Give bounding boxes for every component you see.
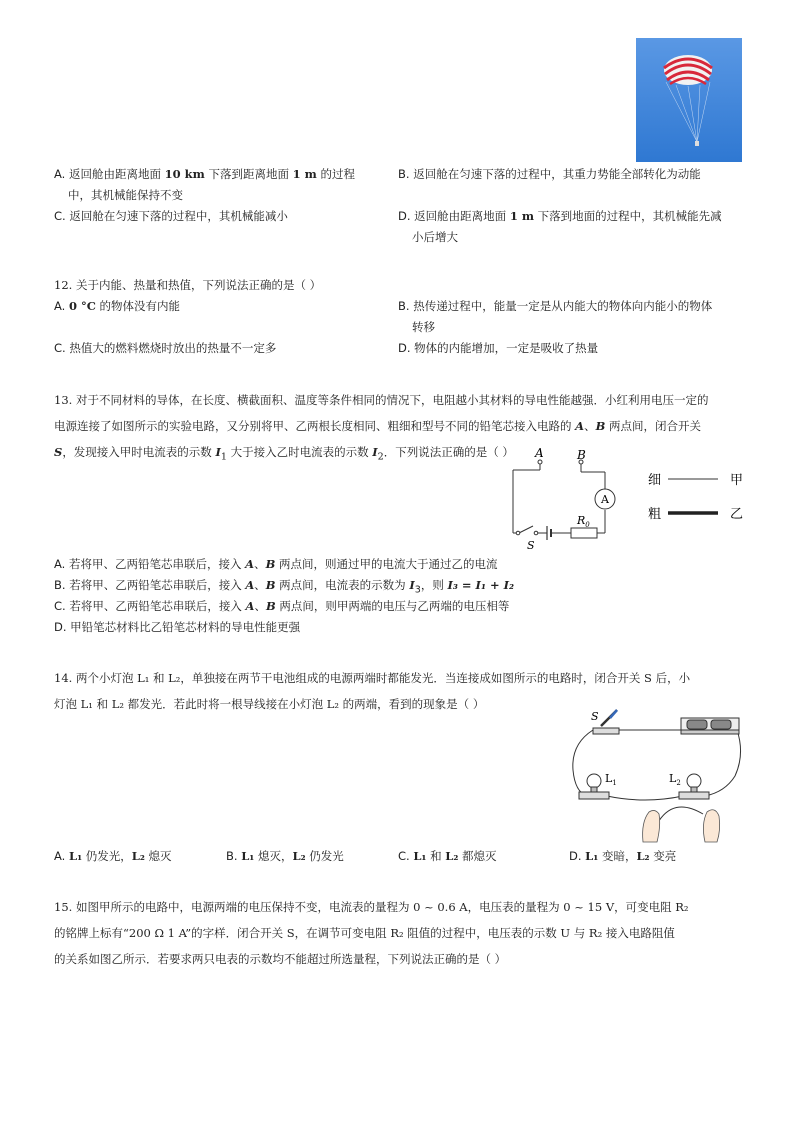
resistor-r0 — [571, 528, 597, 538]
wire-hands — [657, 807, 703, 824]
thin-label: 细 — [648, 473, 662, 488]
switch — [591, 710, 619, 734]
q11-option-c[interactable]: C. 返回舱在匀速下落的过程中，其机械能减小 — [54, 209, 288, 223]
hands — [643, 810, 720, 842]
q12-option-b[interactable]: B. 热传递过程中，能量一定是从内能大的物体向内能小的物体 转移 — [398, 299, 713, 334]
switch-lever — [519, 526, 533, 533]
switch-label: S — [591, 710, 599, 723]
q13-stem: 13. 对于不同材料的导体，在长度、横截面积、温度等条件相同的情况下，电阻越小其材料的导电性能越强．小红利用电压一定的 电源连接了如图所示的实验电路，又分别将甲、乙两根长度相同、粗细和型号不同的铅笔芯接入电路的 A、B 两点间，闭合开关 S，发现接入甲时电流表的示数 $I_1$ 大于接入乙时电流表的示数 $I_2$．下列说法正确的是（ ） — [54, 393, 709, 463]
q11-option-d[interactable]: D. 返回舱由距离地面 1 m 下落到地面的过程中，其机械能先减 小后增大 — [398, 209, 722, 244]
thick-label: 粗 — [648, 507, 662, 522]
battery-holder — [681, 718, 739, 734]
switch-label: S — [527, 539, 535, 552]
r0-label: $R_0$ — [577, 514, 590, 529]
bulb-l2-label: $L_2$ — [669, 772, 681, 787]
q15-stem: 15. 如图甲所示的电路中，电源两端的电压保持不变，电流表的量程为 0 ~ 0.6 A，电压表的量程为 0 ~ 15 V，可变电阻 R₂ 的铭牌上标有“200 Ω 1 A”的字样．闭合开关 S，在调节可变电阻 R₂ 阻值的过程中，电压表的示数 U 与 R₂ 接入电路阻值 的关系如图乙所示．若要求两只电表的示数均不能超过所选量程，下列说法正确的是（ ） — [54, 900, 689, 966]
ammeter-label: A — [601, 493, 609, 506]
bulb-l1 — [579, 772, 617, 799]
yi-label: 乙 — [730, 507, 744, 522]
q13-option-d[interactable]: D. 甲铅笔芯材料比乙铅笔芯材料的导电性能更强 — [54, 620, 301, 634]
q14-stem: 14. 两个小灯泡 L₁ 和 L₂，单独接在两节干电池组成的电源两端时都能发光．当连接成如图所示的电路时，闭合开关 S 后，小 灯泡 L₁ 和 L₂ 都发光．若此时将一根导线接在小灯泡 L₂ 的两端，看到的现象是（ ） — [54, 671, 691, 711]
q12-option-c[interactable]: C. 热值大的燃料燃烧时放出的热量不一定多 — [54, 341, 277, 355]
capsule — [695, 141, 699, 146]
q14-circuit-figure — [565, 704, 745, 844]
jia-label: 甲 — [730, 473, 744, 488]
wire-bottom — [607, 796, 683, 800]
parachute-photo — [636, 38, 742, 162]
point-a-label: A — [535, 448, 544, 460]
q14-option-b[interactable]: B. L₁ 熄灭，L₂ 仍发光 — [226, 849, 344, 863]
wire-right — [705, 730, 741, 796]
q14-option-d[interactable]: D. L₁ 变暗，L₂ 变亮 — [569, 849, 677, 863]
q14-option-c[interactable]: C. L₁ 和 L₂ 都熄灭 — [398, 849, 497, 863]
parachute-canopy — [664, 55, 712, 85]
q14-option-a[interactable]: A. L₁ 仍发光，L₂ 熄灭 — [54, 849, 172, 863]
bulb-l2 — [669, 772, 709, 799]
q12-option-d[interactable]: D. 物体的内能增加，一定是吸收了热量 — [398, 341, 599, 355]
q13-option-b[interactable]: B. 若将甲、乙两铅笔芯串联后，接入 A、B 两点间，电流表的示数为 $I_3$，则 I₃ = I₁ + I₂ — [54, 578, 515, 596]
point-b-label: B — [577, 448, 586, 462]
q11-option-a[interactable]: A. 返回舱由距离地面 10 km 下落到距离地面 1 m 的过程 中，其机械能保持不变 — [54, 167, 355, 202]
bulb-l1-label: $L_1$ — [605, 772, 617, 787]
q12-stem: 12. 关于内能、热量和热值，下列说法正确的是（ ） — [54, 278, 322, 292]
q12-option-a[interactable]: A. 0 °C 的物体没有内能 — [54, 299, 181, 313]
q13-option-a[interactable]: A. 若将甲、乙两铅笔芯串联后，接入 A、B 两点间，则通过甲的电流大于通过乙的电流 — [54, 557, 498, 571]
q13-option-c[interactable]: C. 若将甲、乙两铅笔芯串联后，接入 A、B 两点间，则甲两端的电压与乙两端的电压相等 — [54, 599, 510, 613]
q13-circuit-figure — [505, 448, 750, 554]
q11-option-b[interactable]: B. 返回舱在匀速下落的过程中，其重力势能全部转化为动能 — [398, 167, 701, 181]
